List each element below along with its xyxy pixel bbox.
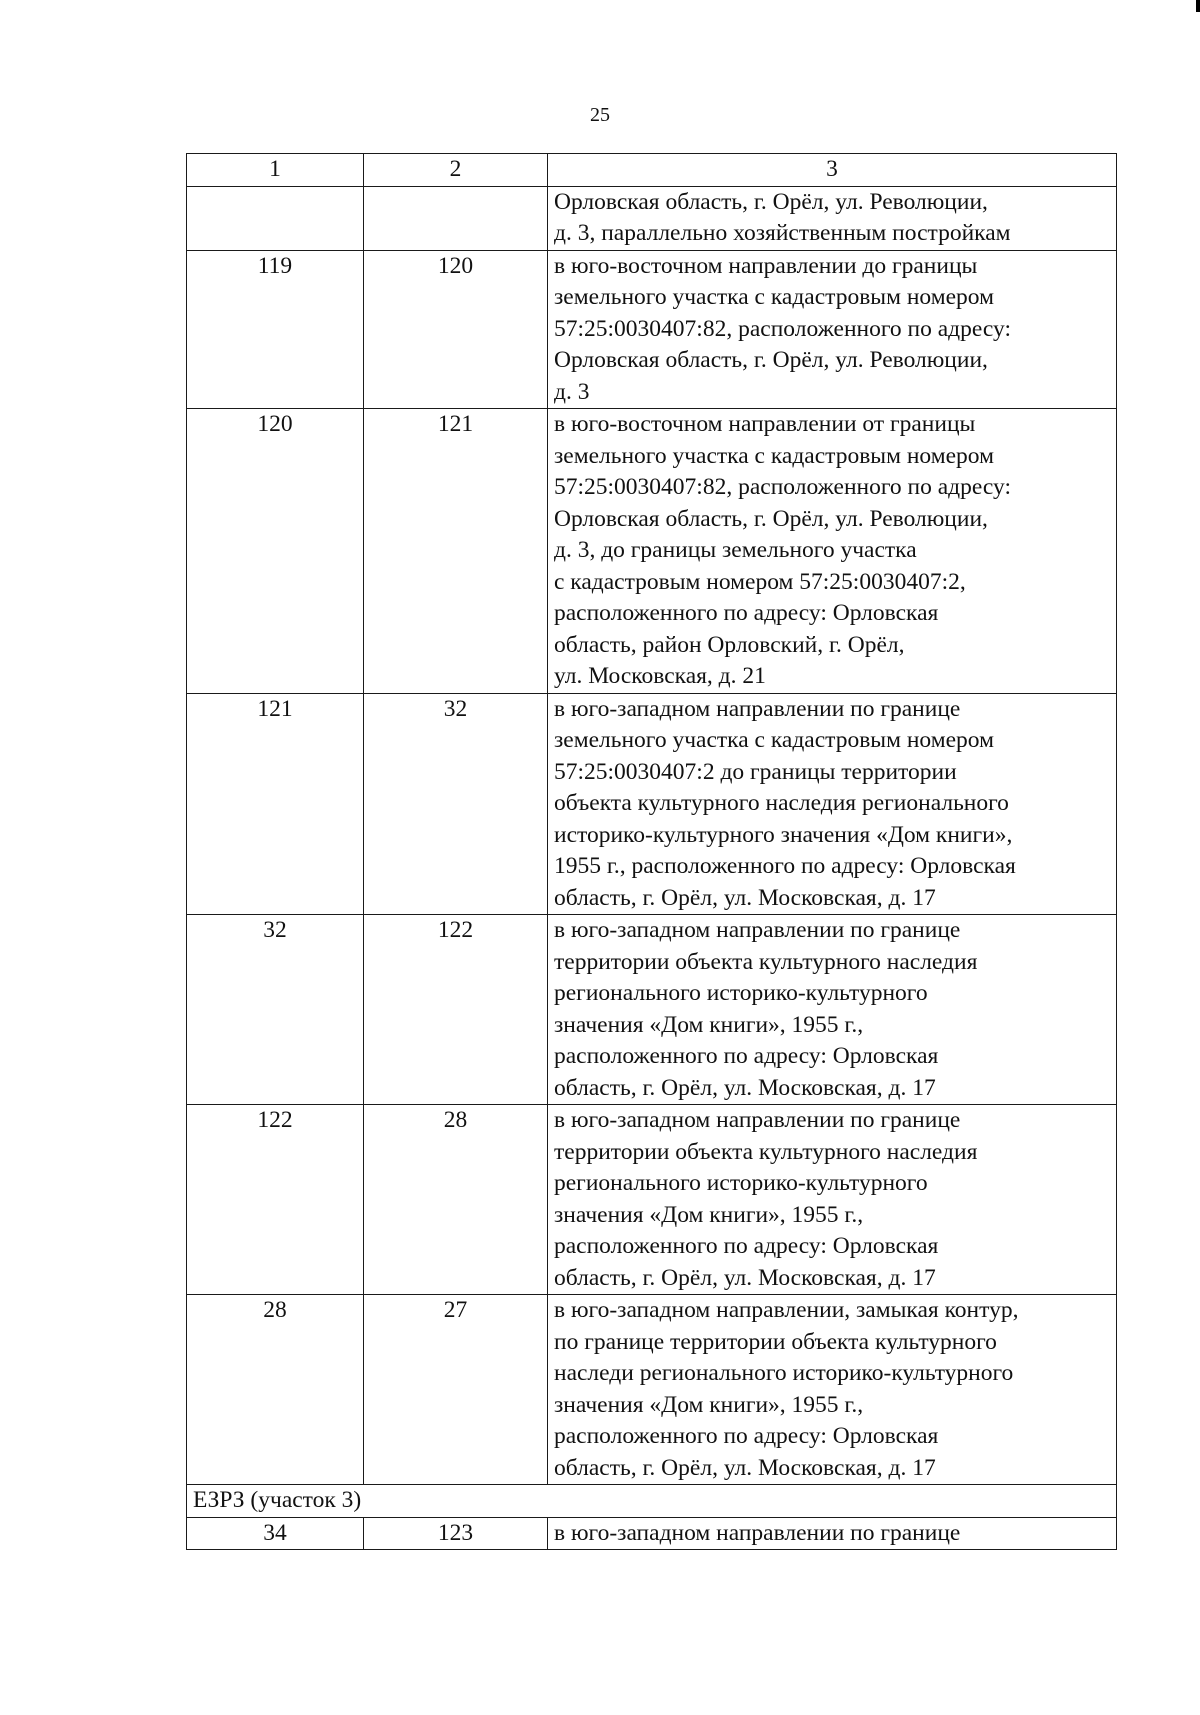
description-line: историко-культурного значения «Дом книги», <box>554 821 1013 848</box>
point-to-cell: 123 <box>364 1517 548 1550</box>
description-line: в юго-западном направлении по границе <box>554 1519 961 1546</box>
table-row <box>187 915 1117 1105</box>
page-number: 25 <box>590 104 610 126</box>
description-line: область, г. Орёл, ул. Московская, д. 17 <box>554 1454 936 1481</box>
point-from-cell: 119 <box>187 250 364 409</box>
description-line: земельного участка с кадастровым номером <box>554 284 994 310</box>
table-row <box>187 1517 1117 1550</box>
point-to-cell: 121 <box>364 409 548 694</box>
description-line: расположенного по адресу: Орловская <box>554 1423 939 1449</box>
description-line: Орловская область, г. Орёл, ул. Революции, <box>554 347 988 373</box>
description-cell <box>548 1517 1117 1550</box>
table-row <box>187 693 1117 915</box>
description-line: в юго-западном направлении по границе <box>554 917 961 943</box>
description-line: территории объекта культурного наследия <box>554 1138 978 1165</box>
description-cell <box>548 250 1117 409</box>
description-line: регионального историко-культурного <box>554 1170 928 1196</box>
section-row <box>187 1485 1117 1518</box>
description-line: по границе территории объекта культурного <box>554 1328 997 1355</box>
section-label: ЕЗРЗ (участок 3) <box>187 1485 1117 1518</box>
description-line: регионального историко-культурного <box>554 980 928 1006</box>
column-header-2: 2 <box>364 154 548 187</box>
description-line: Орловская область, г. Орёл, ул. Революции, <box>554 505 988 532</box>
point-to-cell: 120 <box>364 250 548 409</box>
description-line: ул. Московская, д. 21 <box>554 663 766 689</box>
description-line: в юго-восточном направлении до границы <box>554 252 978 279</box>
description-cell <box>548 186 1117 250</box>
description-line: д. 3 <box>554 378 590 405</box>
description-line: расположенного по адресу: Орловская <box>554 1233 939 1259</box>
scan-edge-mark <box>1196 0 1200 12</box>
table-row <box>187 250 1117 409</box>
description-line: 1955 г., расположенного по адресу: Орловская <box>554 853 1016 879</box>
description-line: Орловская область, г. Орёл, ул. Революции, <box>554 188 988 215</box>
point-from-cell: 122 <box>187 1105 364 1295</box>
description-line: в юго-западном направлении по границе <box>554 1107 961 1133</box>
description-line: область, г. Орёл, ул. Московская, д. 17 <box>554 884 936 911</box>
point-to-cell: 122 <box>364 915 548 1105</box>
point-to-cell <box>364 186 548 250</box>
description-line: 57:25:0030407:2 до границы территории <box>554 758 957 785</box>
table-row <box>187 1105 1117 1295</box>
description-line: территории объекта культурного наследия <box>554 948 978 975</box>
point-from-cell: 121 <box>187 693 364 915</box>
description-line: значения «Дом книги», 1955 г., <box>554 1391 864 1418</box>
description-line: область, г. Орёл, ул. Московская, д. 17 <box>554 1074 936 1101</box>
table-row <box>187 1295 1117 1485</box>
point-from-cell <box>187 186 364 250</box>
description-line: д. 3, параллельно хозяйственным постройкам <box>554 220 1011 246</box>
point-from-cell: 28 <box>187 1295 364 1485</box>
description-line: в юго-восточном направлении от границы <box>554 411 976 437</box>
description-line: в юго-западном направлении по границе <box>554 695 961 722</box>
description-cell <box>548 1295 1117 1485</box>
column-header-1: 1 <box>187 154 364 187</box>
description-line: наследи регионального историко-культурного <box>554 1360 1014 1386</box>
point-from-cell: 32 <box>187 915 364 1105</box>
description-line: д. 3, до границы земельного участка <box>554 537 917 563</box>
description-line: 57:25:0030407:82, расположенного по адресу: <box>554 315 1011 342</box>
description-line: 57:25:0030407:82, расположенного по адресу: <box>554 474 1011 500</box>
description-cell <box>548 1105 1117 1295</box>
boundary-points-table <box>186 153 1117 1550</box>
table-row <box>187 409 1117 694</box>
description-cell <box>548 915 1117 1105</box>
description-line: земельного участка с кадастровым номером <box>554 442 994 469</box>
description-line: область, район Орловский, г. Орёл, <box>554 631 905 658</box>
description-cell <box>548 693 1117 915</box>
description-line: расположенного по адресу: Орловская <box>554 1043 939 1069</box>
description-line: объекта культурного наследия регионального <box>554 790 1009 816</box>
point-to-cell: 27 <box>364 1295 548 1485</box>
description-line: значения «Дом книги», 1955 г., <box>554 1011 864 1038</box>
point-to-cell: 28 <box>364 1105 548 1295</box>
point-to-cell: 32 <box>364 693 548 915</box>
description-line: с кадастровым номером 57:25:0030407:2, <box>554 568 966 595</box>
column-header-3: 3 <box>548 154 1117 187</box>
description-line: область, г. Орёл, ул. Московская, д. 17 <box>554 1264 936 1291</box>
description-line: в юго-западном направлении, замыкая контур, <box>554 1297 1019 1323</box>
point-from-cell: 120 <box>187 409 364 694</box>
description-cell <box>548 409 1117 694</box>
table-row <box>187 186 1117 250</box>
point-from-cell: 34 <box>187 1517 364 1550</box>
table-header-row <box>187 154 1117 187</box>
description-line: земельного участка с кадастровым номером <box>554 727 994 753</box>
description-line: расположенного по адресу: Орловская <box>554 600 939 626</box>
description-line: значения «Дом книги», 1955 г., <box>554 1201 864 1228</box>
